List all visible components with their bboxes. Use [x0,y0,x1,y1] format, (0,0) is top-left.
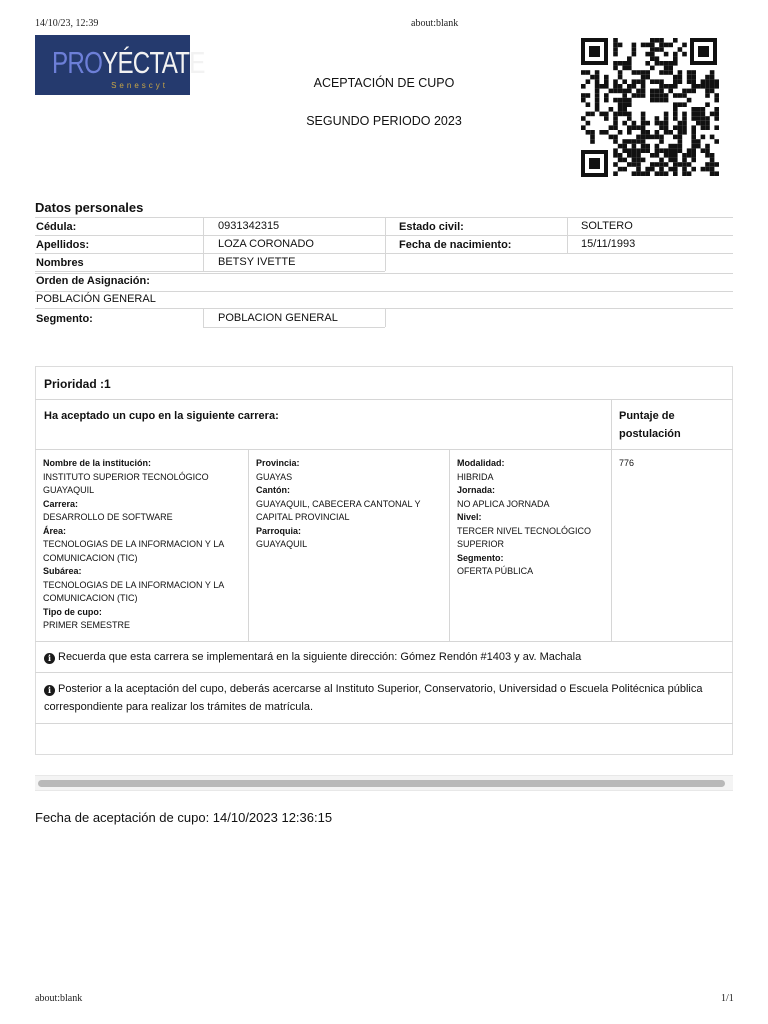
area-label: Área: [43,525,67,536]
parroquia-label: Parroquia: [256,525,302,536]
puntaje-value: 776 [619,458,635,468]
canton-value-line2: CAPITAL PROVINCIAL [256,512,350,522]
document-period: SEGUNDO PERIODO 2023 [306,114,462,128]
apellidos-value: LOZA CORONADO [218,238,314,250]
orden-asignacion-value: POBLACIÓN GENERAL [36,293,156,305]
accepted-career-heading: Ha aceptado un cupo en la siguiente carrera: [44,410,279,422]
segmento-oferta-label: Segmento: [457,552,504,563]
nombres-label: Nombres [36,257,84,269]
document-title: ACEPTACIÓN DE CUPO [313,76,455,90]
proyectate-logo [35,35,205,95]
nivel-value-line2: SUPERIOR [457,539,505,549]
print-footer-url: about:blank [35,993,83,1004]
fecha-nacimiento-value: 15/11/1993 [581,238,636,250]
segmento-oferta-value: OFERTA PÚBLICA [457,566,534,576]
orden-asignacion-label: Orden de Asignación: [36,275,150,287]
horizontal-scrollbar[interactable] [35,775,733,791]
logo-wordmark: PROYÉCTATE [52,45,205,80]
nivel-label: Nivel: [457,512,482,522]
provincia-label: Provincia: [256,458,300,468]
institucion-value-line1: INSTITUTO SUPERIOR TECNOLÓGICO [43,471,209,482]
jornada-label: Jornada: [457,485,496,495]
info-circle-icon: i [44,653,55,664]
jornada-value: NO APLICA JORNADA [457,498,550,509]
print-datetime: 14/10/23, 12:39 [35,18,99,29]
segmento-value: POBLACION GENERAL [218,312,338,324]
nivel-value-line1: TERCER NIVEL TECNOLÓGICO [457,525,592,536]
cedula-label: Cédula: [36,221,77,233]
cedula-value: 0931342315 [218,220,280,232]
canton-value-line1: GUAYAQUIL, CABECERA CANTONAL Y [256,498,421,509]
print-url: about:blank [411,18,459,29]
info-circle-icon: i [44,685,55,696]
canton-label: Cantón: [256,485,290,495]
section-title-datos-personales: Datos personales [35,200,144,215]
notice-enrollment [44,680,732,716]
career-institution-column [43,457,243,633]
estado-civil-label: Estado civil: [399,221,464,233]
estado-civil-value: SOLTERO [581,220,633,232]
prioridad-title: Prioridad :1 [44,377,111,391]
carrera-value: DESARROLLO DE SOFTWARE [43,512,173,522]
notice-address [44,648,729,666]
career-location-column [256,457,446,552]
fecha-aceptacion: Fecha de aceptación de cupo: 14/10/2023 12:36:15 [35,810,333,825]
notice-enrollment-text-line1: Posterior a la aceptación del cupo, deberás acercarse al Instituto Superior, Conservatorio, Universidad o Escuela Politécnica pública [58,683,703,695]
notice-address-text: Recuerda que esta carrera se implementará en la siguiente dirección: Gómez Rendón #1403 y av. Machala [58,651,582,663]
career-modality-column [457,457,607,579]
subarea-value-line1: TECNOLOGIAS DE LA INFORMACION Y LA [43,579,225,590]
subarea-value-line2: COMUNICACION (TIC) [43,593,138,603]
segmento-label: Segmento: [36,313,93,325]
apellidos-label: Apellidos: [36,239,90,251]
parroquia-value: GUAYAQUIL [256,539,308,549]
area-value-line1: TECNOLOGIAS DE LA INFORMACION Y LA [43,539,225,549]
nombres-value: BETSY IVETTE [218,256,296,268]
puntaje-header: Puntaje de postulación [619,410,681,440]
modalidad-label: Modalidad: [457,458,505,468]
institucion-value-line2: GUAYAQUIL [43,485,95,495]
tipo-cupo-label: Tipo de cupo: [43,606,102,617]
print-page-number: 1/1 [721,993,734,1004]
scrollbar-thumb[interactable] [38,780,725,787]
qr-code-icon [578,35,720,180]
logo-subtitle: Senescyt [111,81,168,90]
subarea-label: Subárea: [43,566,82,576]
modalidad-value: HIBRIDA [457,471,494,482]
fecha-nacimiento-label: Fecha de nacimiento: [399,239,512,251]
area-value-line2: COMUNICACION (TIC) [43,552,138,563]
provincia-value: GUAYAS [256,471,293,482]
notice-enrollment-text-line2: correspondiente para realizar los trámites de matrícula. [44,701,314,713]
institucion-label: Nombre de la institución: [43,458,152,468]
carrera-label: Carrera: [43,498,79,509]
tipo-cupo-value: PRIMER SEMESTRE [43,620,131,630]
